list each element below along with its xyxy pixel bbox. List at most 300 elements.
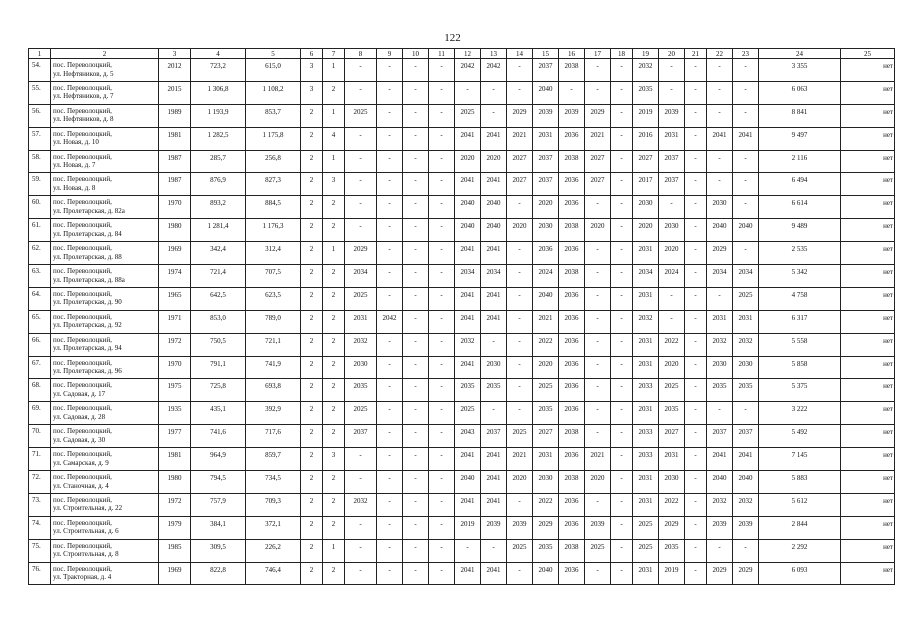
table-cell: 2: [323, 265, 345, 288]
table-cell: -: [481, 539, 507, 562]
table-cell: -: [611, 425, 633, 448]
table-cell: 2038: [559, 59, 585, 82]
table-cell: 2030: [659, 219, 685, 242]
table-cell: -: [659, 81, 685, 104]
address-settlement: пос. Переволоцкий,: [53, 518, 112, 527]
table-cell: нет: [841, 356, 895, 379]
address-settlement: пос. Переволоцкий,: [53, 106, 112, 115]
table-cell: 2032: [345, 333, 377, 356]
table-cell: 2042: [377, 310, 403, 333]
table-cell: -: [429, 287, 455, 310]
table-cell: 1981: [159, 127, 191, 150]
table-cell: -: [345, 471, 377, 494]
table-cell: 1965: [159, 287, 191, 310]
table-cell: 2033: [633, 448, 659, 471]
table-cell: -: [685, 539, 707, 562]
table-cell: 757,9: [191, 493, 246, 516]
table-cell: 2036: [559, 173, 585, 196]
table-cell: 2: [301, 379, 323, 402]
table-cell: нет: [841, 173, 895, 196]
table-cell: 2037: [733, 425, 759, 448]
table-cell: 2038: [559, 265, 585, 288]
table-cell: 2021: [585, 448, 611, 471]
table-cell: -: [707, 59, 733, 82]
address-street: ул. Пролетарская, д. 82а: [53, 206, 125, 215]
table-cell: -: [429, 425, 455, 448]
table-cell: 2022: [533, 493, 559, 516]
table-cell: -: [685, 265, 707, 288]
table-cell: 2025: [533, 379, 559, 402]
table-row: [29, 516, 895, 539]
table-cell: -: [585, 379, 611, 402]
table-cell: 2032: [707, 493, 733, 516]
table-cell: -: [377, 356, 403, 379]
column-number: 22: [707, 49, 733, 59]
table-cell: 2: [323, 379, 345, 402]
table-cell: 725,8: [191, 379, 246, 402]
table-cell: -: [429, 356, 455, 379]
address-settlement: пос. Переволоцкий,: [53, 61, 112, 69]
table-cell: нет: [841, 562, 895, 585]
table-cell: -: [345, 150, 377, 173]
address-street: ул. Новая, д. 10: [53, 138, 99, 147]
table-cell: -: [507, 562, 533, 585]
table-cell: 1989: [159, 104, 191, 127]
table-cell: -: [429, 448, 455, 471]
table-row: [29, 81, 895, 104]
table-cell: 2030: [733, 356, 759, 379]
table-cell: 2: [301, 333, 323, 356]
housing-register-table: [28, 48, 895, 585]
table-cell: 2035: [659, 402, 685, 425]
table-cell: 2032: [707, 333, 733, 356]
table-cell: 2025: [585, 539, 611, 562]
table-cell: 2041: [481, 562, 507, 585]
table-cell: -: [685, 173, 707, 196]
table-cell: -: [403, 287, 429, 310]
table-cell: -: [403, 539, 429, 562]
row-number: 63.: [29, 265, 51, 288]
table-cell: 2035: [345, 379, 377, 402]
table-cell: 2037: [707, 425, 733, 448]
table-cell: -: [345, 196, 377, 219]
table-cell: -: [585, 265, 611, 288]
table-cell: 2036: [559, 242, 585, 265]
address-street: ул. Садовая, д. 30: [53, 435, 106, 444]
address-settlement: пос. Переволоцкий,: [53, 541, 112, 550]
row-number: 65.: [29, 310, 51, 333]
table-cell: 2025: [633, 516, 659, 539]
table-cell: 2036: [559, 516, 585, 539]
table-cell: -: [429, 471, 455, 494]
table-cell: -: [507, 310, 533, 333]
table-cell: 2030: [659, 471, 685, 494]
row-number: 75.: [29, 539, 51, 562]
table-cell: 2042: [455, 59, 481, 82]
address-street: ул. Новая, д. 7: [53, 161, 96, 170]
table-cell: -: [429, 333, 455, 356]
table-cell: 2029: [707, 562, 733, 585]
table-cell: 2: [323, 81, 345, 104]
table-row: [29, 265, 895, 288]
table-row: [29, 196, 895, 219]
address-street: ул. Пролетарская, д. 94: [53, 344, 122, 353]
table-cell: -: [611, 59, 633, 82]
table-cell: -: [685, 333, 707, 356]
table-cell: -: [377, 333, 403, 356]
table-cell: -: [685, 104, 707, 127]
table-row: [29, 562, 895, 585]
table-cell: -: [345, 59, 377, 82]
address-street: ул. Строительная, д. 22: [53, 504, 123, 513]
table-cell: 2025: [345, 104, 377, 127]
table-cell: 2031: [633, 287, 659, 310]
table-cell: 2025: [345, 287, 377, 310]
table-cell: 2031: [633, 493, 659, 516]
table-cell: 3: [301, 59, 323, 82]
table-cell: -: [507, 402, 533, 425]
table-cell: 1981: [159, 448, 191, 471]
table-cell: 2032: [633, 310, 659, 333]
table-cell: 2037: [481, 425, 507, 448]
address-street: ул. Тракторная, д. 4: [53, 573, 112, 582]
table-cell: 2039: [533, 104, 559, 127]
table-cell: 2015: [159, 81, 191, 104]
table-cell: 2: [323, 471, 345, 494]
table-cell: нет: [841, 448, 895, 471]
table-body: [29, 59, 895, 585]
table-cell: 342,4: [191, 242, 246, 265]
table-cell: -: [377, 425, 403, 448]
table-cell: -: [585, 81, 611, 104]
table-cell: 2: [323, 310, 345, 333]
address-cell: [51, 59, 159, 82]
table-cell: -: [345, 127, 377, 150]
table-cell: -: [429, 562, 455, 585]
column-number: 15: [533, 49, 559, 59]
table-cell: -: [507, 287, 533, 310]
table-cell: 794,5: [191, 471, 246, 494]
table-cell: 1985: [159, 539, 191, 562]
table-cell: 2030: [707, 356, 733, 379]
table-cell: 2 116: [759, 150, 841, 173]
table-cell: -: [377, 448, 403, 471]
table-cell: 2020: [585, 471, 611, 494]
table-cell: 6 614: [759, 196, 841, 219]
table-cell: 2041: [455, 448, 481, 471]
table-cell: -: [659, 310, 685, 333]
table-cell: 2037: [659, 150, 685, 173]
table-row: [29, 242, 895, 265]
address-settlement: пос. Переволоцкий,: [53, 358, 112, 367]
table-cell: 1977: [159, 425, 191, 448]
row-number: 66.: [29, 333, 51, 356]
table-cell: 2 292: [759, 539, 841, 562]
table-cell: -: [611, 242, 633, 265]
table-cell: 2040: [733, 471, 759, 494]
column-number: 1: [29, 49, 51, 59]
table-cell: 1: [323, 59, 345, 82]
address-settlement: пос. Переволоцкий,: [53, 381, 112, 390]
table-cell: -: [611, 516, 633, 539]
table-cell: 2027: [659, 425, 685, 448]
address-settlement: пос. Переволоцкий,: [53, 129, 112, 138]
table-cell: 2034: [345, 265, 377, 288]
table-cell: 2041: [455, 493, 481, 516]
table-cell: 1 306,8: [191, 81, 246, 104]
table-cell: -: [377, 539, 403, 562]
table-cell: 2032: [733, 333, 759, 356]
table-cell: -: [685, 150, 707, 173]
table-cell: 1979: [159, 516, 191, 539]
table-cell: -: [429, 539, 455, 562]
address-settlement: пос. Переволоцкий,: [53, 450, 112, 459]
table-cell: -: [403, 379, 429, 402]
row-number: 56.: [29, 104, 51, 127]
column-number: 19: [633, 49, 659, 59]
table-cell: 2040: [455, 196, 481, 219]
table-cell: -: [611, 448, 633, 471]
address-street: ул. Пролетарская, д. 84: [53, 229, 122, 238]
table-cell: 2: [301, 242, 323, 265]
table-cell: -: [707, 287, 733, 310]
address-cell: [51, 402, 159, 425]
table-cell: 6 093: [759, 562, 841, 585]
table-cell: -: [685, 81, 707, 104]
table-cell: -: [377, 471, 403, 494]
table-cell: -: [481, 402, 507, 425]
table-cell: 2033: [633, 379, 659, 402]
table-cell: 1935: [159, 402, 191, 425]
table-cell: -: [707, 81, 733, 104]
table-cell: -: [345, 219, 377, 242]
table-cell: 2 535: [759, 242, 841, 265]
table-cell: 2030: [633, 196, 659, 219]
table-cell: 2041: [481, 448, 507, 471]
table-cell: 2040: [533, 562, 559, 585]
column-number: 18: [611, 49, 633, 59]
address-cell: [51, 104, 159, 127]
table-cell: 884,5: [246, 196, 301, 219]
table-cell: 2041: [481, 493, 507, 516]
table-cell: 2020: [455, 150, 481, 173]
table-cell: -: [707, 539, 733, 562]
column-number: 13: [481, 49, 507, 59]
address-settlement: пос. Переволоцкий,: [53, 473, 112, 482]
table-cell: 2035: [733, 379, 759, 402]
table-cell: 2034: [455, 265, 481, 288]
address-cell: [51, 448, 159, 471]
table-cell: -: [685, 448, 707, 471]
table-cell: -: [481, 104, 507, 127]
table-cell: -: [507, 356, 533, 379]
table-cell: 707,5: [246, 265, 301, 288]
table-cell: -: [345, 81, 377, 104]
table-cell: 709,3: [246, 493, 301, 516]
table-cell: 893,2: [191, 196, 246, 219]
table-cell: 2025: [455, 104, 481, 127]
table-cell: 2032: [633, 59, 659, 82]
table-cell: -: [733, 81, 759, 104]
address-settlement: пос. Переволоцкий,: [53, 175, 112, 184]
table-cell: 2019: [633, 104, 659, 127]
table-cell: -: [585, 242, 611, 265]
row-number: 74.: [29, 516, 51, 539]
table-cell: 2025: [659, 379, 685, 402]
table-cell: 2020: [533, 356, 559, 379]
table-cell: 2021: [585, 127, 611, 150]
table-cell: 2031: [633, 562, 659, 585]
table-cell: 372,1: [246, 516, 301, 539]
column-number: 16: [559, 49, 585, 59]
address-street: ул. Новая, д. 8: [53, 183, 96, 192]
table-cell: 2041: [481, 310, 507, 333]
table-cell: 2034: [633, 265, 659, 288]
table-cell: нет: [841, 516, 895, 539]
table-cell: 853,0: [191, 310, 246, 333]
table-cell: нет: [841, 150, 895, 173]
address-cell: [51, 242, 159, 265]
table-cell: нет: [841, 196, 895, 219]
table-cell: -: [403, 310, 429, 333]
table-cell: 5 375: [759, 379, 841, 402]
table-cell: -: [659, 287, 685, 310]
table-cell: -: [345, 539, 377, 562]
table-cell: -: [733, 173, 759, 196]
column-number: 7: [323, 49, 345, 59]
row-number: 67.: [29, 356, 51, 379]
table-cell: 2030: [533, 471, 559, 494]
row-number: 68.: [29, 379, 51, 402]
table-cell: 2040: [533, 287, 559, 310]
table-cell: 2016: [633, 127, 659, 150]
table-cell: 9 489: [759, 219, 841, 242]
table-cell: 1: [323, 539, 345, 562]
table-cell: 2020: [507, 219, 533, 242]
table-cell: -: [429, 150, 455, 173]
table-cell: 2: [301, 425, 323, 448]
table-cell: 2: [301, 219, 323, 242]
address-street: ул. Пролетарская, д. 90: [53, 298, 122, 307]
table-cell: 2035: [455, 379, 481, 402]
table-cell: 2: [301, 196, 323, 219]
table-cell: 2043: [455, 425, 481, 448]
table-cell: нет: [841, 287, 895, 310]
table-cell: 2034: [707, 265, 733, 288]
table-cell: 2027: [507, 150, 533, 173]
table-cell: 2: [323, 287, 345, 310]
table-cell: -: [611, 562, 633, 585]
address-cell: [51, 356, 159, 379]
table-cell: 309,5: [191, 539, 246, 562]
table-cell: 723,2: [191, 59, 246, 82]
table-cell: -: [377, 562, 403, 585]
table-cell: 2037: [533, 173, 559, 196]
table-cell: -: [585, 562, 611, 585]
table-cell: 1970: [159, 356, 191, 379]
table-cell: -: [507, 59, 533, 82]
table-cell: 2: [323, 356, 345, 379]
table-cell: -: [377, 104, 403, 127]
table-cell: 3: [323, 173, 345, 196]
address-settlement: пос. Переволоцкий,: [53, 335, 112, 344]
table-cell: 2032: [733, 493, 759, 516]
table-cell: 2: [323, 219, 345, 242]
table-cell: -: [611, 539, 633, 562]
table-cell: 3: [323, 448, 345, 471]
table-cell: 2035: [633, 81, 659, 104]
table-cell: нет: [841, 493, 895, 516]
table-cell: 2019: [659, 562, 685, 585]
table-cell: 2030: [533, 219, 559, 242]
table-cell: 1974: [159, 265, 191, 288]
table-cell: 7 145: [759, 448, 841, 471]
table-cell: -: [685, 493, 707, 516]
table-cell: 2039: [707, 516, 733, 539]
table-cell: 789,0: [246, 310, 301, 333]
table-cell: 2: [301, 493, 323, 516]
table-cell: 791,1: [191, 356, 246, 379]
address-street: ул. Нефтяников, д. 7: [53, 92, 114, 101]
table-cell: нет: [841, 219, 895, 242]
table-cell: 2017: [633, 173, 659, 196]
table-cell: 2040: [707, 471, 733, 494]
table-cell: -: [455, 81, 481, 104]
table-cell: 2025: [455, 402, 481, 425]
address-cell: [51, 150, 159, 173]
table-cell: 827,3: [246, 173, 301, 196]
table-cell: -: [585, 59, 611, 82]
table-cell: 2025: [633, 539, 659, 562]
table-cell: -: [403, 59, 429, 82]
column-number-row: [29, 49, 895, 59]
table-cell: 2030: [345, 356, 377, 379]
table-cell: 2041: [733, 448, 759, 471]
table-cell: -: [429, 242, 455, 265]
table-cell: -: [611, 402, 633, 425]
table-cell: 6 494: [759, 173, 841, 196]
table-row: [29, 448, 895, 471]
table-cell: -: [377, 402, 403, 425]
address-settlement: пос. Переволоцкий,: [53, 564, 112, 573]
table-cell: 2037: [533, 150, 559, 173]
table-cell: 1: [323, 150, 345, 173]
table-cell: -: [403, 516, 429, 539]
table-cell: 2: [301, 356, 323, 379]
table-cell: 2038: [559, 425, 585, 448]
table-cell: 2041: [481, 242, 507, 265]
table-cell: -: [429, 402, 455, 425]
table-cell: 2027: [507, 173, 533, 196]
table-cell: 2038: [559, 539, 585, 562]
row-number: 64.: [29, 287, 51, 310]
table-cell: 256,8: [246, 150, 301, 173]
table-cell: 2022: [659, 493, 685, 516]
table-cell: 1972: [159, 493, 191, 516]
table-cell: 2031: [707, 310, 733, 333]
table-cell: 741,6: [191, 425, 246, 448]
table-cell: -: [377, 493, 403, 516]
table-row: [29, 539, 895, 562]
table-cell: 2040: [707, 219, 733, 242]
table-cell: -: [507, 242, 533, 265]
table-cell: 2031: [633, 333, 659, 356]
row-number: 71.: [29, 448, 51, 471]
table-cell: 2040: [455, 471, 481, 494]
table-cell: -: [707, 402, 733, 425]
table-cell: 226,2: [246, 539, 301, 562]
table-cell: 2025: [507, 425, 533, 448]
